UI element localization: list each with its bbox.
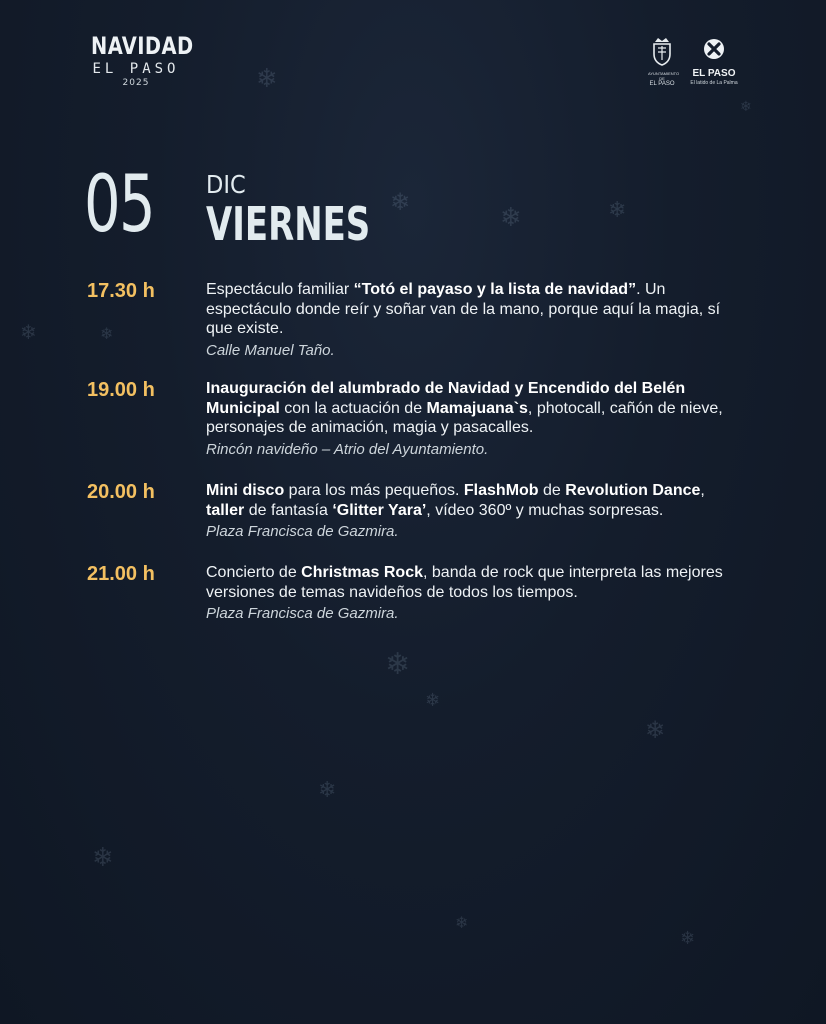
event-time: 19.00 h bbox=[87, 379, 155, 401]
event-time: 17.30 h bbox=[87, 280, 155, 302]
event-highlight: Mamajuana`s bbox=[426, 399, 528, 417]
event-text: . Un espectáculo donde reír y soñar van de la mano, porque aquí la magia, sí que existe. bbox=[206, 281, 721, 337]
coat-of-arms-icon bbox=[650, 36, 674, 66]
snowflake-icon: ❄ bbox=[92, 843, 114, 873]
event-highlight: Mini disco bbox=[206, 482, 285, 499]
event-time: 20.00 h bbox=[87, 481, 155, 503]
event-highlight: Christmas Rock bbox=[301, 564, 423, 581]
event-text: de fantasía bbox=[244, 501, 333, 519]
brand-title: NAVIDAD bbox=[91, 32, 194, 60]
snowflake-icon: ❄ bbox=[256, 64, 278, 94]
event-text: para los más pequeños. bbox=[284, 482, 464, 499]
snowflake-icon: ❄ bbox=[680, 928, 696, 949]
event-text: con la actuación de bbox=[279, 399, 427, 417]
event-description bbox=[206, 379, 746, 459]
event-highlight: Inauguración del alumbrado de Navidad y Encendido del Belén Municipal bbox=[206, 380, 686, 417]
event-description bbox=[206, 481, 746, 542]
snowflake-icon: ❄ bbox=[20, 320, 37, 344]
event-text: de bbox=[538, 482, 566, 499]
snowflake-icon: ❄ bbox=[608, 198, 627, 223]
snowflake-icon: ❄ bbox=[318, 778, 337, 803]
event-venue: Calle Manuel Taño. bbox=[206, 341, 335, 359]
snowflake-icon: ❄ bbox=[385, 647, 411, 682]
crest-caption-top: AYUNTAMIENTO DE bbox=[648, 71, 680, 81]
el-paso-brand-logo bbox=[688, 38, 740, 86]
day-number: 05 bbox=[84, 160, 154, 250]
event-highlight: FlashMob bbox=[463, 482, 539, 499]
event-highlight: “Totó el payaso y la lista de navidad” bbox=[353, 281, 637, 298]
event-highlight: taller bbox=[206, 501, 245, 519]
event-text: , photocall, cañón de nieve, personajes de animación, magia y pasacalles. bbox=[206, 399, 723, 436]
brand-year: 2025 bbox=[122, 78, 150, 88]
event-text: Espectáculo familiar bbox=[206, 281, 354, 298]
snowflake-icon: ❄ bbox=[500, 203, 522, 233]
event-text: , bbox=[700, 482, 705, 499]
event-venue: Rincón navideño – Atrio del Ayuntamiento. bbox=[206, 440, 489, 458]
event-venue: Plaza Francisca de Gazmira. bbox=[206, 523, 399, 540]
snowflake-icon: ❄ bbox=[645, 716, 666, 744]
event-text: Concierto de bbox=[206, 564, 302, 581]
snowflake-icon: ❄ bbox=[100, 324, 114, 343]
month-label: DIC bbox=[206, 170, 246, 199]
crest-caption: EL PASO bbox=[649, 81, 675, 87]
navidad-el-paso-logo bbox=[86, 32, 194, 88]
el-paso-tagline: El latido de La Palma bbox=[690, 80, 738, 86]
event-highlight: Revolution Dance bbox=[565, 482, 701, 499]
event-highlight: ‘Glitter Yara’ bbox=[332, 501, 427, 519]
brand-subtitle: EL PASO bbox=[92, 61, 180, 77]
event-time: 21.00 h bbox=[87, 563, 155, 585]
event-description bbox=[206, 280, 746, 360]
event-text: , vídeo 360º y muchas sorpresas. bbox=[426, 501, 664, 519]
ayuntamiento-crest-logo bbox=[648, 36, 680, 88]
event-text: , banda de rock que interpreta las mejores versiones de temas navideños de todos los tiempos. bbox=[206, 564, 723, 601]
snowflake-icon: ❄ bbox=[740, 99, 752, 115]
event-venue: Plaza Francisca de Gazmira. bbox=[206, 605, 399, 622]
snowflake-icon: ❄ bbox=[390, 188, 411, 216]
weekday-label: VIERNES bbox=[206, 197, 371, 251]
el-paso-name: EL PASO bbox=[692, 68, 736, 79]
snowflake-icon: ❄ bbox=[455, 913, 469, 932]
el-paso-x-icon bbox=[703, 38, 725, 60]
snowflake-icon: ❄ bbox=[425, 690, 441, 711]
event-description bbox=[206, 563, 746, 624]
